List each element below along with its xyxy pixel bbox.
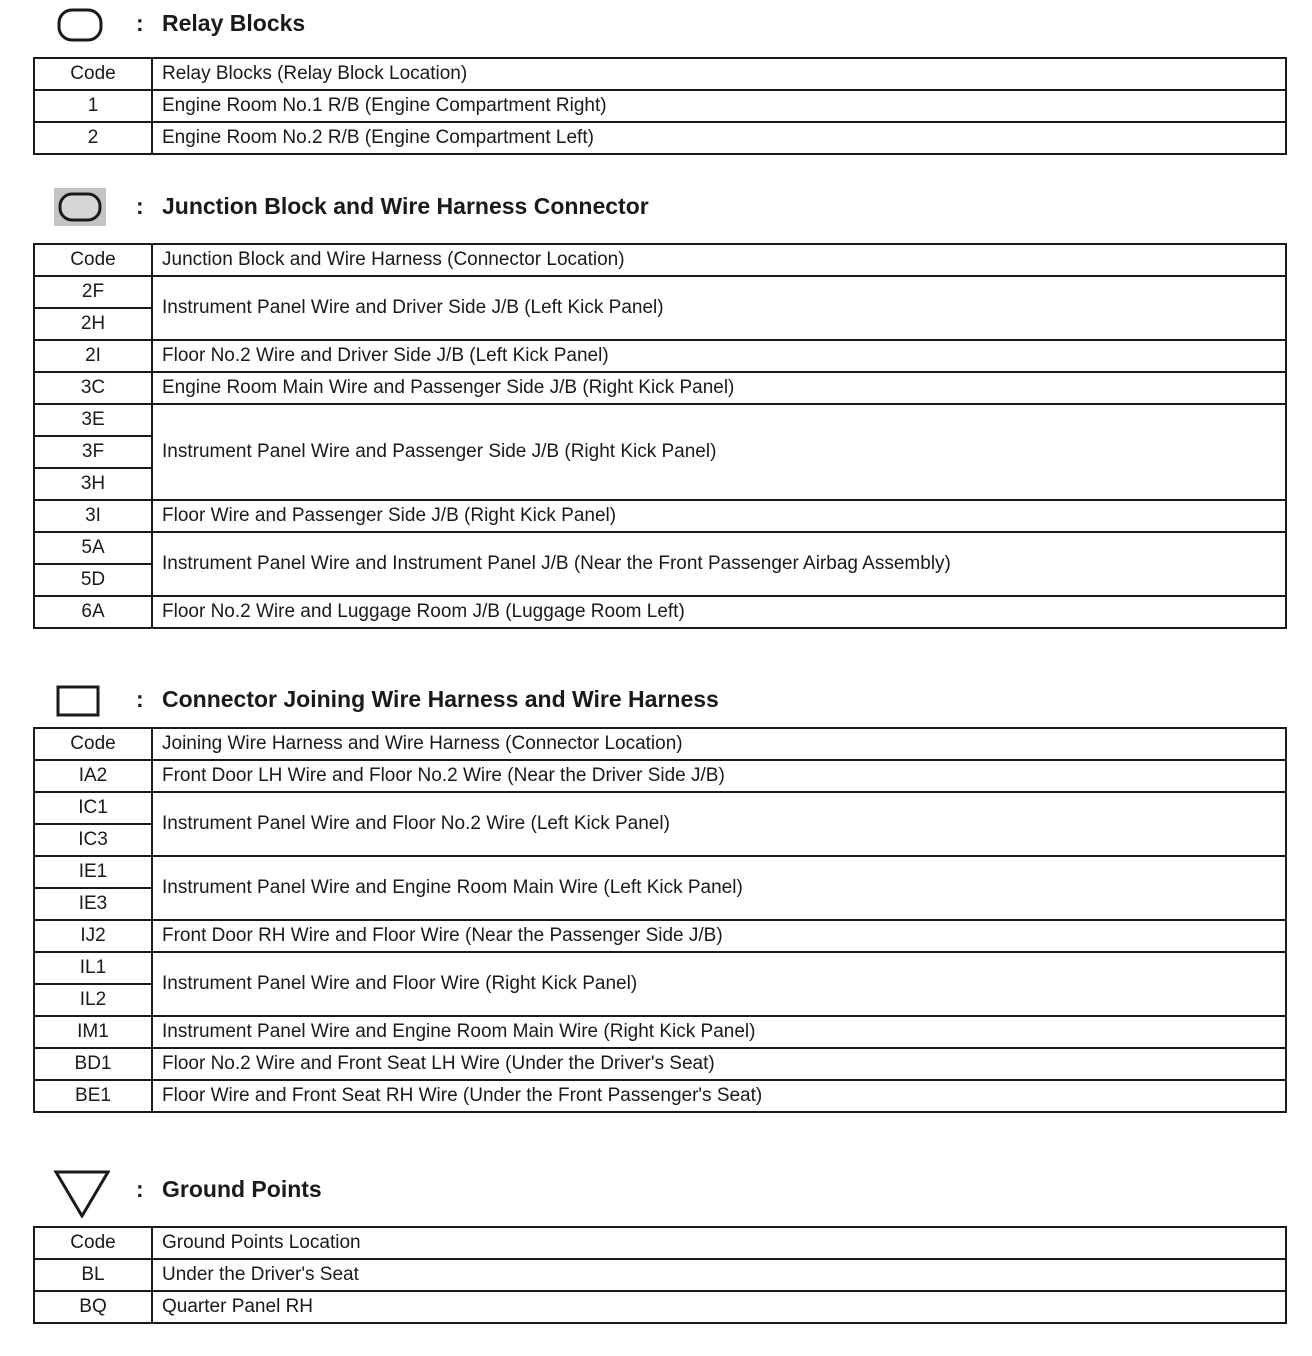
table-row: [34, 1291, 1286, 1323]
section-heading-junction-block: [0, 187, 1312, 227]
table-row: [34, 404, 1286, 436]
code-cell: 2: [34, 122, 152, 154]
code-cell: BQ: [34, 1291, 152, 1323]
relay-blocks-table: [33, 57, 1287, 155]
table-row: [34, 500, 1286, 532]
description-cell: Engine Room No.1 R/B (Engine Compartment Right): [152, 90, 1286, 122]
description-cell: Instrument Panel Wire and Floor No.2 Wire (Left Kick Panel): [152, 792, 1286, 856]
table-row: [34, 372, 1286, 404]
code-cell: 5A: [34, 532, 152, 564]
shaded-rounded-rect-icon: [50, 187, 110, 227]
table-row: [34, 122, 1286, 154]
junction-block-table: [33, 243, 1287, 629]
table-row: [34, 760, 1286, 792]
table-header-row: [34, 728, 1286, 760]
table-row: [34, 90, 1286, 122]
ground-points-table: [33, 1226, 1287, 1324]
table-row: [34, 1016, 1286, 1048]
description-cell: Engine Room No.2 R/B (Engine Compartment Left): [152, 122, 1286, 154]
header-code: Code: [34, 1227, 152, 1259]
code-cell: 3I: [34, 500, 152, 532]
connector-joining-table: [33, 727, 1287, 1113]
code-cell: IL1: [34, 952, 152, 984]
code-cell: 2F: [34, 276, 152, 308]
section-title: Junction Block and Wire Harness Connector: [162, 193, 649, 219]
triangle-down-icon: [50, 1170, 110, 1218]
table-row: [34, 1048, 1286, 1080]
code-cell: IC3: [34, 824, 152, 856]
heading-colon: :: [136, 1176, 144, 1202]
table-row: [34, 856, 1286, 888]
table-row: [34, 532, 1286, 564]
description-cell: Front Door LH Wire and Floor No.2 Wire (Near the Driver Side J/B): [152, 760, 1286, 792]
table-header-row: [34, 244, 1286, 276]
header-description: Ground Points Location: [152, 1227, 1286, 1259]
header-code: Code: [34, 58, 152, 90]
code-cell: 2I: [34, 340, 152, 372]
table-row: [34, 952, 1286, 984]
code-cell: 2H: [34, 308, 152, 340]
table-row: [34, 340, 1286, 372]
header-description: Junction Block and Wire Harness (Connector Location): [152, 244, 1286, 276]
section-title: Connector Joining Wire Harness and Wire Harness: [162, 686, 719, 712]
table-row: [34, 920, 1286, 952]
code-cell: IA2: [34, 760, 152, 792]
description-cell: Floor Wire and Passenger Side J/B (Right Kick Panel): [152, 500, 1286, 532]
description-cell: Floor No.2 Wire and Front Seat LH Wire (Under the Driver's Seat): [152, 1048, 1286, 1080]
description-cell: Engine Room Main Wire and Passenger Side J/B (Right Kick Panel): [152, 372, 1286, 404]
code-cell: IM1: [34, 1016, 152, 1048]
description-cell: Floor No.2 Wire and Luggage Room J/B (Luggage Room Left): [152, 596, 1286, 628]
header-code: Code: [34, 728, 152, 760]
table-row: [34, 596, 1286, 628]
code-cell: 3H: [34, 468, 152, 500]
code-cell: 3F: [34, 436, 152, 468]
rectangle-icon: [50, 680, 110, 720]
table-header-row: [34, 58, 1286, 90]
code-cell: BD1: [34, 1048, 152, 1080]
rounded-rect-icon: [50, 4, 110, 44]
code-cell: 3C: [34, 372, 152, 404]
section-heading-ground-points: [0, 1170, 1312, 1210]
code-cell: IE3: [34, 888, 152, 920]
table-row: [34, 792, 1286, 824]
code-cell: BE1: [34, 1080, 152, 1112]
code-cell: 6A: [34, 596, 152, 628]
description-cell: Instrument Panel Wire and Driver Side J/B (Left Kick Panel): [152, 276, 1286, 340]
description-cell: Instrument Panel Wire and Floor Wire (Right Kick Panel): [152, 952, 1286, 1016]
code-cell: IC1: [34, 792, 152, 824]
header-code: Code: [34, 244, 152, 276]
description-cell: Quarter Panel RH: [152, 1291, 1286, 1323]
table-header-row: [34, 1227, 1286, 1259]
heading-colon: :: [136, 193, 144, 219]
table-row: [34, 1080, 1286, 1112]
description-cell: Instrument Panel Wire and Engine Room Main Wire (Left Kick Panel): [152, 856, 1286, 920]
description-cell: Under the Driver's Seat: [152, 1259, 1286, 1291]
table-row: [34, 1259, 1286, 1291]
description-cell: Front Door RH Wire and Floor Wire (Near the Passenger Side J/B): [152, 920, 1286, 952]
description-cell: Floor Wire and Front Seat RH Wire (Under the Front Passenger's Seat): [152, 1080, 1286, 1112]
code-cell: 3E: [34, 404, 152, 436]
code-cell: 1: [34, 90, 152, 122]
code-cell: BL: [34, 1259, 152, 1291]
code-cell: 5D: [34, 564, 152, 596]
section-heading-relay-blocks: [0, 4, 1312, 44]
code-cell: IE1: [34, 856, 152, 888]
section-title: Relay Blocks: [162, 10, 306, 36]
table-row: [34, 276, 1286, 308]
description-cell: Floor No.2 Wire and Driver Side J/B (Left Kick Panel): [152, 340, 1286, 372]
header-description: Joining Wire Harness and Wire Harness (Connector Location): [152, 728, 1286, 760]
code-cell: IL2: [34, 984, 152, 1016]
heading-colon: :: [136, 10, 144, 36]
description-cell: Instrument Panel Wire and Instrument Panel J/B (Near the Front Passenger Airbag Assembly): [152, 532, 1286, 596]
header-description: Relay Blocks (Relay Block Location): [152, 58, 1286, 90]
section-heading-connector-joining: [0, 680, 1312, 720]
code-cell: IJ2: [34, 920, 152, 952]
section-title: Ground Points: [162, 1176, 322, 1202]
description-cell: Instrument Panel Wire and Engine Room Main Wire (Right Kick Panel): [152, 1016, 1286, 1048]
description-cell: Instrument Panel Wire and Passenger Side J/B (Right Kick Panel): [152, 404, 1286, 500]
heading-colon: :: [136, 686, 144, 712]
